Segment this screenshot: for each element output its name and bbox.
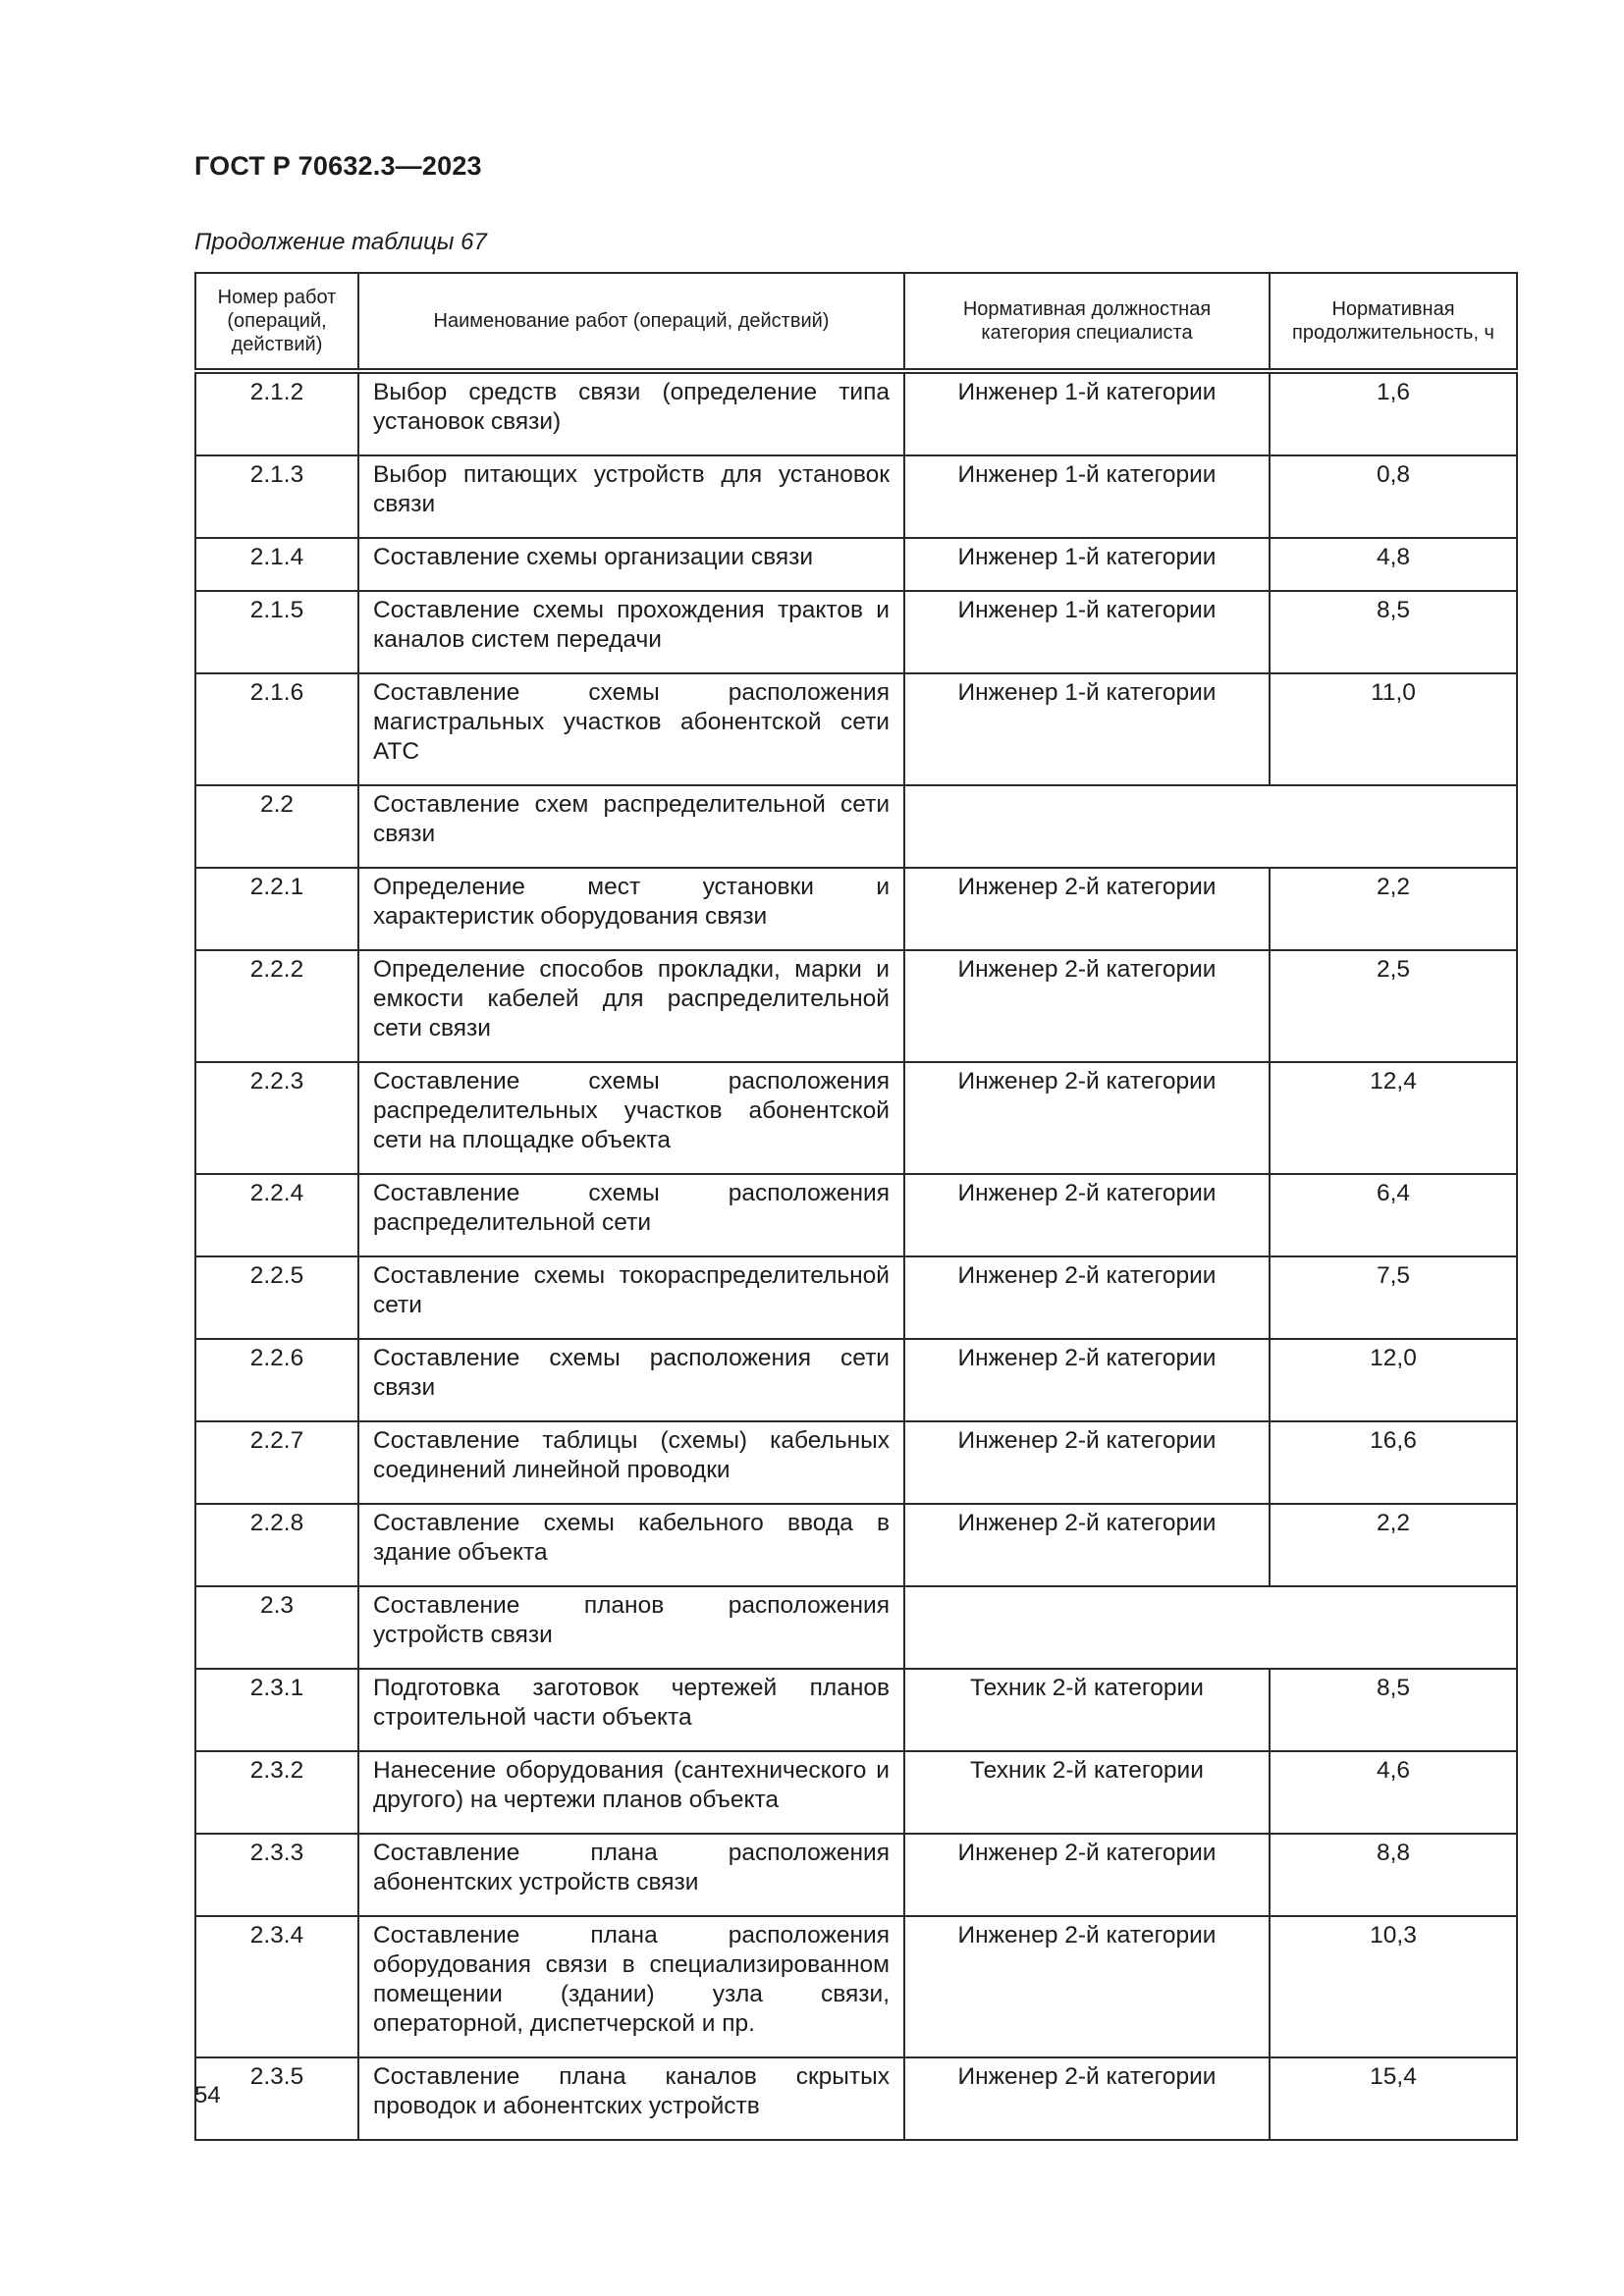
cell-number: 2.2.2 bbox=[195, 950, 358, 1062]
cell-number: 2.2.3 bbox=[195, 1062, 358, 1174]
cell-name: Составление схемы расположения распределительных участков абонентской сети на площадке объекта bbox=[358, 1062, 904, 1174]
cell-category: Инженер 2-й категории bbox=[904, 950, 1270, 1062]
table-row bbox=[195, 371, 1517, 455]
cell-duration: 8,5 bbox=[1270, 591, 1517, 673]
cell-category: Инженер 2-й категории bbox=[904, 1916, 1270, 2057]
table-section-row bbox=[195, 785, 1517, 868]
cell-name: Подготовка заготовок чертежей планов строительной части объекта bbox=[358, 1669, 904, 1751]
column-header-category: Нормативная должностная категория специалиста bbox=[904, 273, 1270, 371]
cell-name: Составление плана каналов скрытых проводок и абонентских устройств bbox=[358, 2057, 904, 2140]
cell-duration: 11,0 bbox=[1270, 673, 1517, 785]
cell-name: Составление схем распределительной сети связи bbox=[358, 785, 904, 868]
table-row bbox=[195, 1421, 1517, 1504]
table-section-row bbox=[195, 1586, 1517, 1669]
cell-duration: 10,3 bbox=[1270, 1916, 1517, 2057]
cell-number: 2.1.3 bbox=[195, 455, 358, 538]
cell-number: 2.2 bbox=[195, 785, 358, 868]
cell-duration: 4,6 bbox=[1270, 1751, 1517, 1834]
cell-number: 2.3.4 bbox=[195, 1916, 358, 2057]
cell-category: Инженер 1-й категории bbox=[904, 538, 1270, 591]
cell-duration: 7,5 bbox=[1270, 1256, 1517, 1339]
cell-name: Выбор средств связи (определение типа установок связи) bbox=[358, 371, 904, 455]
table-row bbox=[195, 868, 1517, 950]
cell-name: Составление схемы организации связи bbox=[358, 538, 904, 591]
cell-category: Инженер 1-й категории bbox=[904, 591, 1270, 673]
table-row bbox=[195, 1339, 1517, 1421]
table-row bbox=[195, 1504, 1517, 1586]
cell-name: Составление схемы расположения магистральных участков абонентской сети АТС bbox=[358, 673, 904, 785]
cell-category: Инженер 2-й категории bbox=[904, 1421, 1270, 1504]
cell-name: Составление схемы токораспределительной сети bbox=[358, 1256, 904, 1339]
table-row bbox=[195, 1834, 1517, 1916]
cell-duration: 8,5 bbox=[1270, 1669, 1517, 1751]
cell-number: 2.2.6 bbox=[195, 1339, 358, 1421]
cell-number: 2.2.8 bbox=[195, 1504, 358, 1586]
cell-number: 2.2.1 bbox=[195, 868, 358, 950]
cell-name: Составление плана расположения оборудования связи в специализированном помещении (здании) узла связи, операторной, диспетчерской и пр. bbox=[358, 1916, 904, 2057]
cell-category: Инженер 2-й категории bbox=[904, 2057, 1270, 2140]
cell-category: Инженер 2-й категории bbox=[904, 1504, 1270, 1586]
cell-duration: 12,4 bbox=[1270, 1062, 1517, 1174]
cell-number: 2.3.5 bbox=[195, 2057, 358, 2140]
cell-number: 2.3.1 bbox=[195, 1669, 358, 1751]
cell-category: Инженер 1-й категории bbox=[904, 371, 1270, 455]
cell-category: Инженер 2-й категории bbox=[904, 1834, 1270, 1916]
cell-name: Составление плана расположения абонентских устройств связи bbox=[358, 1834, 904, 1916]
cell-duration: 2,2 bbox=[1270, 1504, 1517, 1586]
cell-duration: 6,4 bbox=[1270, 1174, 1517, 1256]
cell-category: Инженер 1-й категории bbox=[904, 673, 1270, 785]
table-caption: Продолжение таблицы 67 bbox=[194, 229, 487, 255]
cell-name: Составление схемы расположения сети связи bbox=[358, 1339, 904, 1421]
cell-number: 2.3 bbox=[195, 1586, 358, 1669]
cell-name: Составление таблицы (схемы) кабельных соединений линейной проводки bbox=[358, 1421, 904, 1504]
cell-number: 2.1.5 bbox=[195, 591, 358, 673]
cell-number: 2.2.5 bbox=[195, 1256, 358, 1339]
table-row bbox=[195, 538, 1517, 591]
cell-category: Инженер 2-й категории bbox=[904, 1256, 1270, 1339]
table-row bbox=[195, 1916, 1517, 2057]
cell-name: Составление схемы расположения распределительной сети bbox=[358, 1174, 904, 1256]
cell-category: Инженер 2-й категории bbox=[904, 1062, 1270, 1174]
cell-number: 2.3.2 bbox=[195, 1751, 358, 1834]
cell-name: Составление планов расположения устройств связи bbox=[358, 1586, 904, 1669]
cell-duration: 2,2 bbox=[1270, 868, 1517, 950]
cell-name: Определение способов прокладки, марки и емкости кабелей для распределительной сети связи bbox=[358, 950, 904, 1062]
cell-duration: 1,6 bbox=[1270, 371, 1517, 455]
cell-duration: 16,6 bbox=[1270, 1421, 1517, 1504]
table-row bbox=[195, 1174, 1517, 1256]
table-row bbox=[195, 1669, 1517, 1751]
cell-duration: 0,8 bbox=[1270, 455, 1517, 538]
cell-name: Выбор питающих устройств для установок связи bbox=[358, 455, 904, 538]
cell-category: Инженер 2-й категории bbox=[904, 1174, 1270, 1256]
column-header-name: Наименование работ (операций, действий) bbox=[358, 273, 904, 371]
table-row bbox=[195, 1062, 1517, 1174]
cell-name: Нанесение оборудования (сантехнического и другого) на чертежи планов объекта bbox=[358, 1751, 904, 1834]
cell-number: 2.1.6 bbox=[195, 673, 358, 785]
cell-empty bbox=[904, 1586, 1517, 1669]
cell-number: 2.1.4 bbox=[195, 538, 358, 591]
table-row bbox=[195, 1256, 1517, 1339]
table-row bbox=[195, 673, 1517, 785]
column-header-number: Номер работ (операций, действий) bbox=[195, 273, 358, 371]
cell-duration: 12,0 bbox=[1270, 1339, 1517, 1421]
cell-category: Техник 2-й категории bbox=[904, 1669, 1270, 1751]
cell-name: Определение мест установки и характеристик оборудования связи bbox=[358, 868, 904, 950]
table-header-row bbox=[195, 273, 1517, 371]
document-title: ГОСТ Р 70632.3—2023 bbox=[194, 151, 482, 181]
cell-empty bbox=[904, 785, 1517, 868]
cell-number: 2.3.3 bbox=[195, 1834, 358, 1916]
cell-name: Составление схемы прохождения трактов и каналов систем передачи bbox=[358, 591, 904, 673]
cell-category: Инженер 1-й категории bbox=[904, 455, 1270, 538]
cell-number: 2.1.2 bbox=[195, 371, 358, 455]
cell-duration: 4,8 bbox=[1270, 538, 1517, 591]
cell-category: Техник 2-й категории bbox=[904, 1751, 1270, 1834]
cell-number: 2.2.4 bbox=[195, 1174, 358, 1256]
table-row bbox=[195, 950, 1517, 1062]
cell-name: Составление схемы кабельного ввода в здание объекта bbox=[358, 1504, 904, 1586]
column-header-duration: Нормативная продолжительность, ч bbox=[1270, 273, 1517, 371]
cell-category: Инженер 2-й категории bbox=[904, 868, 1270, 950]
table-row bbox=[195, 1751, 1517, 1834]
cell-duration: 8,8 bbox=[1270, 1834, 1517, 1916]
table-row bbox=[195, 591, 1517, 673]
page-number: 54 bbox=[194, 2082, 221, 2109]
cell-duration: 15,4 bbox=[1270, 2057, 1517, 2140]
table-row bbox=[195, 2057, 1517, 2140]
table-row bbox=[195, 455, 1517, 538]
norms-table bbox=[194, 272, 1518, 2141]
cell-category: Инженер 2-й категории bbox=[904, 1339, 1270, 1421]
cell-duration: 2,5 bbox=[1270, 950, 1517, 1062]
cell-number: 2.2.7 bbox=[195, 1421, 358, 1504]
